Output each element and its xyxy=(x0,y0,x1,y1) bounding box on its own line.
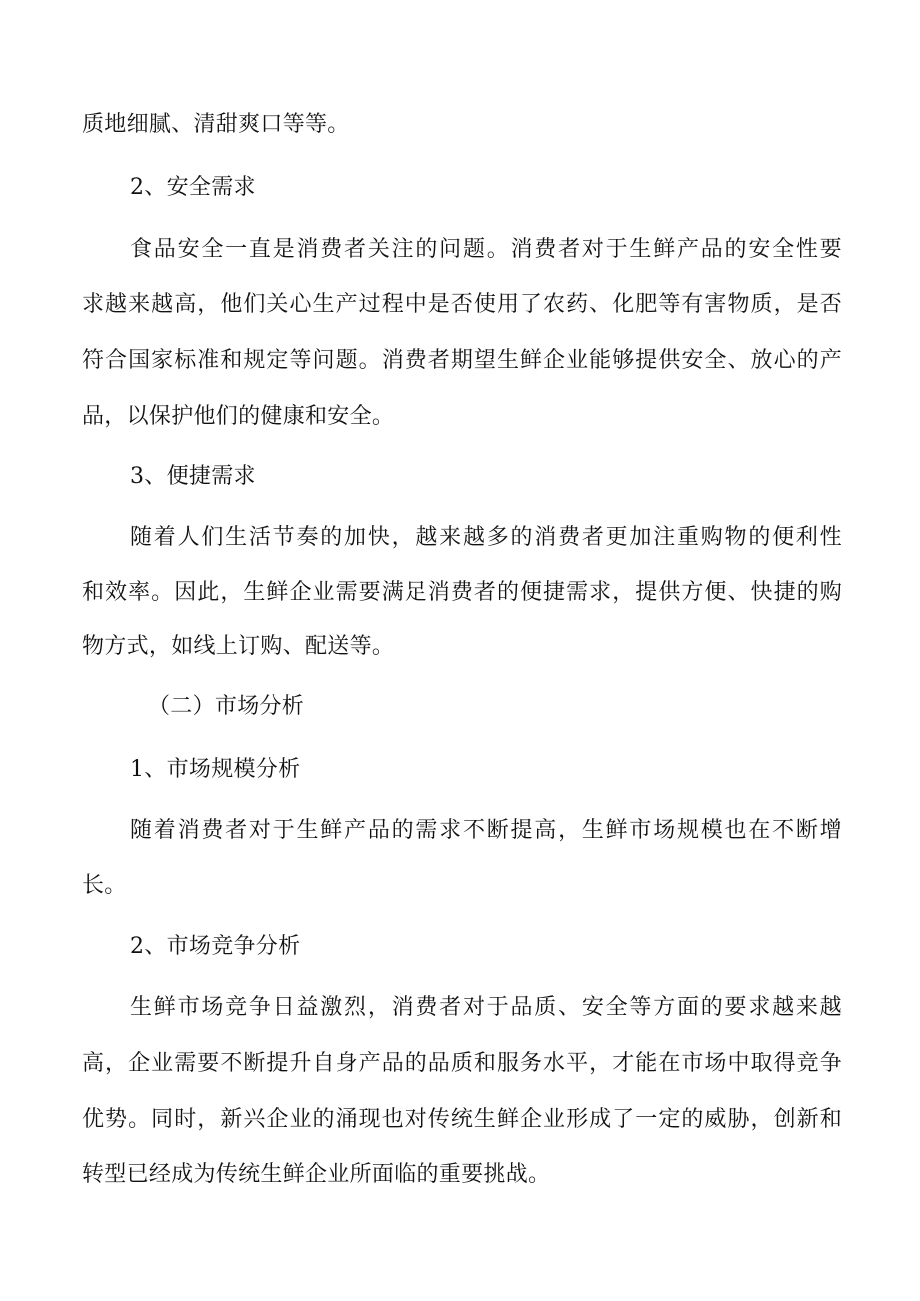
subheading-market-competition: 2、市场竞争分析 xyxy=(130,934,301,959)
subheading-market-scale: 1、市场规模分析 xyxy=(130,757,301,782)
paragraph-line: 品，以保护他们的健康和安全。 xyxy=(82,404,395,429)
paragraph-line: 食品安全一直是消费者关注的问题。消费者对于生鲜产品的安全性要 xyxy=(130,237,842,262)
section-heading-market-analysis: （二）市场分析 xyxy=(148,694,305,719)
paragraph-line: 优势。同时，新兴企业的涌现也对传统生鲜企业形成了一定的威胁，创新和 xyxy=(82,1107,842,1132)
paragraph-line: 高，企业需要不断提升自身产品的品质和服务水平，才能在市场中取得竞争 xyxy=(82,1051,842,1076)
subheading-convenience: 3、便捷需求 xyxy=(130,464,256,489)
subheading-safety: 2、安全需求 xyxy=(130,175,256,200)
paragraph-line: 物方式，如线上订购、配送等。 xyxy=(82,634,395,659)
paragraph-line: 符合国家标准和规定等问题。消费者期望生鲜企业能够提供安全、放心的产 xyxy=(82,348,842,373)
paragraph-line: 长。 xyxy=(82,873,127,898)
paragraph-line: 随着人们生活节奏的加快，越来越多的消费者更加注重购物的便利性 xyxy=(130,525,842,550)
paragraph-line: 质地细腻、清甜爽口等等。 xyxy=(82,112,350,137)
paragraph-line: 和效率。因此，生鲜企业需要满足消费者的便捷需求，提供方便、快捷的购 xyxy=(82,580,842,605)
paragraph-line: 转型已经成为传统生鲜企业所面临的重要挑战。 xyxy=(82,1162,551,1187)
paragraph-line: 生鲜市场竞争日益激烈，消费者对于品质、安全等方面的要求越来越 xyxy=(130,995,842,1020)
paragraph-line: 随着消费者对于生鲜产品的需求不断提高，生鲜市场规模也在不断增 xyxy=(130,818,842,843)
paragraph-line: 求越来越高，他们关心生产过程中是否使用了农药、化肥等有害物质，是否 xyxy=(82,292,842,317)
